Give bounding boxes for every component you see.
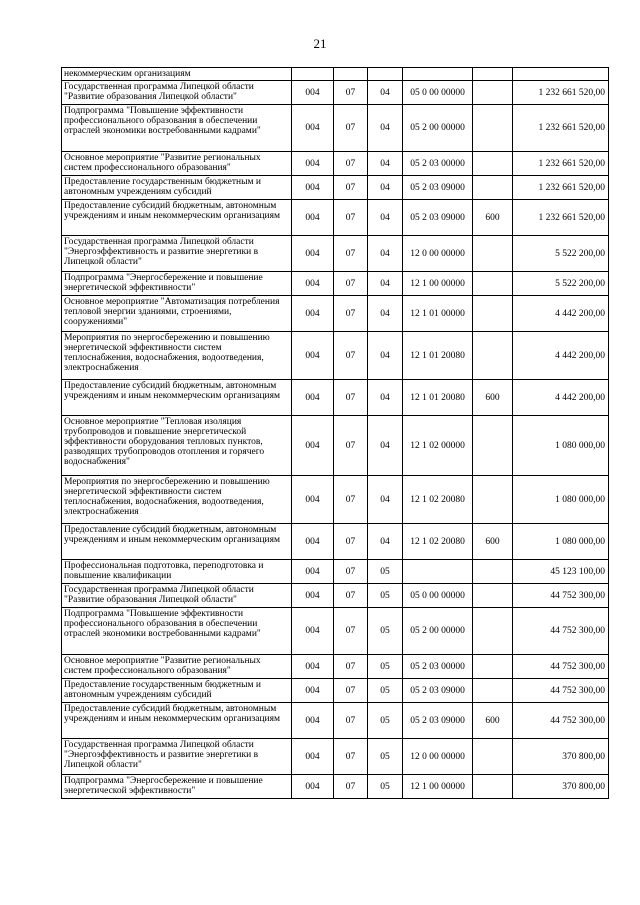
cell-subsection-code: 05	[368, 703, 403, 739]
cell-amount: 5 522 200,00	[513, 236, 609, 272]
cell-target-article: 12 1 02 20080	[403, 476, 473, 524]
cell-amount: 44 752 300,00	[513, 608, 609, 655]
table-row	[62, 332, 609, 380]
cell-expense-type	[473, 584, 513, 608]
cell-amount: 44 752 300,00	[513, 703, 609, 739]
cell-ved-code: 004	[292, 679, 334, 703]
cell-expense-type	[473, 775, 513, 799]
cell-ved-code: 004	[292, 703, 334, 739]
cell-amount: 1 080 000,00	[513, 416, 609, 476]
cell-ved-code: 004	[292, 272, 334, 296]
cell-ved-code: 004	[292, 476, 334, 524]
cell-subsection-code: 04	[368, 296, 403, 332]
table-row	[62, 272, 609, 296]
cell-subsection-code: 04	[368, 476, 403, 524]
cell-name: Основное мероприятие "Тепловая изоляция трубопроводов и повышение энергетической эффективности оборудования тепловых пунктов, разводящих трубопроводов отопления и горячего водоснабжения"	[62, 416, 292, 476]
cell-amount: 4 442 200,00	[513, 332, 609, 380]
cell-target-article: 05 2 03 09000	[403, 703, 473, 739]
cell-name: Мероприятия по энергосбережению и повышению энергетической эффективности систем теплоснабжения, водоснабжения, водоотведения, электроснабжения	[62, 332, 292, 380]
cell-subsection-code: 04	[368, 236, 403, 272]
cell-amount: 1 232 661 520,00	[513, 81, 609, 105]
cell-name: Мероприятия по энергосбережению и повышению энергетической эффективности систем теплоснабжения, водоснабжения, водоотведения, электроснабжения	[62, 476, 292, 524]
cell-expense-type	[473, 68, 513, 81]
cell-ved-code: 004	[292, 524, 334, 560]
cell-ved-code: 004	[292, 152, 334, 176]
cell-ved-code: 004	[292, 380, 334, 416]
cell-name: Подпрограмма "Повышение эффективности профессионального образования в обеспечении отраслей экономики востребованными кадрами"	[62, 105, 292, 152]
cell-amount: 370 800,00	[513, 739, 609, 775]
cell-ved-code: 004	[292, 416, 334, 476]
cell-ved-code	[292, 68, 334, 81]
cell-ved-code: 004	[292, 775, 334, 799]
cell-subsection-code: 05	[368, 560, 403, 584]
cell-amount: 1 232 661 520,00	[513, 200, 609, 236]
cell-section-code: 07	[334, 236, 368, 272]
cell-subsection-code: 04	[368, 332, 403, 380]
cell-expense-type	[473, 81, 513, 105]
cell-name: Подпрограмма "Повышение эффективности профессионального образования в обеспечении отраслей экономики востребованными кадрами"	[62, 608, 292, 655]
cell-target-article: 05 2 03 09000	[403, 176, 473, 200]
cell-section-code: 07	[334, 655, 368, 679]
cell-section-code: 07	[334, 332, 368, 380]
cell-section-code: 07	[334, 296, 368, 332]
cell-subsection-code: 04	[368, 152, 403, 176]
cell-target-article	[403, 68, 473, 81]
cell-expense-type	[473, 655, 513, 679]
cell-amount: 370 800,00	[513, 775, 609, 799]
table-row	[62, 176, 609, 200]
cell-target-article: 05 0 00 00000	[403, 81, 473, 105]
cell-subsection-code	[368, 68, 403, 81]
cell-section-code: 07	[334, 272, 368, 296]
table-row	[62, 608, 609, 655]
cell-target-article: 12 1 00 00000	[403, 272, 473, 296]
cell-target-article: 05 2 03 09000	[403, 679, 473, 703]
cell-target-article: 12 0 00 00000	[403, 739, 473, 775]
cell-section-code: 07	[334, 739, 368, 775]
cell-expense-type	[473, 679, 513, 703]
cell-expense-type	[473, 739, 513, 775]
cell-subsection-code: 04	[368, 200, 403, 236]
cell-section-code: 07	[334, 476, 368, 524]
cell-target-article: 12 0 00 00000	[403, 236, 473, 272]
cell-amount: 1 080 000,00	[513, 476, 609, 524]
table-row	[62, 152, 609, 176]
cell-expense-type: 600	[473, 524, 513, 560]
table-row	[62, 679, 609, 703]
table-row	[62, 476, 609, 524]
cell-name: Государственная программа Липецкой области "Развитие образования Липецкой области"	[62, 81, 292, 105]
table-row	[62, 703, 609, 739]
cell-section-code: 07	[334, 703, 368, 739]
cell-subsection-code: 04	[368, 105, 403, 152]
cell-name: Подпрограмма "Энергосбережение и повышение энергетической эффективности"	[62, 775, 292, 799]
cell-expense-type: 600	[473, 703, 513, 739]
cell-expense-type	[473, 105, 513, 152]
cell-ved-code: 004	[292, 81, 334, 105]
cell-section-code: 07	[334, 380, 368, 416]
cell-target-article: 05 2 03 00000	[403, 655, 473, 679]
cell-amount: 44 752 300,00	[513, 655, 609, 679]
cell-subsection-code: 05	[368, 608, 403, 655]
cell-amount: 1 232 661 520,00	[513, 152, 609, 176]
table-row	[62, 655, 609, 679]
cell-section-code: 07	[334, 200, 368, 236]
table-row	[62, 560, 609, 584]
cell-target-article: 12 1 00 00000	[403, 775, 473, 799]
cell-section-code: 07	[334, 176, 368, 200]
table-row	[62, 236, 609, 272]
page-number: 21	[313, 36, 327, 51]
cell-target-article: 05 0 00 00000	[403, 584, 473, 608]
budget-table	[61, 67, 609, 799]
cell-amount: 44 752 300,00	[513, 679, 609, 703]
cell-name: Подпрограмма "Энергосбережение и повышение энергетической эффективности"	[62, 272, 292, 296]
cell-ved-code: 004	[292, 584, 334, 608]
table-row	[62, 584, 609, 608]
cell-target-article: 05 2 00 00000	[403, 608, 473, 655]
cell-name: Предоставление государственным бюджетным и автономным учреждениям субсидий	[62, 176, 292, 200]
cell-section-code: 07	[334, 679, 368, 703]
cell-section-code: 07	[334, 524, 368, 560]
cell-expense-type	[473, 176, 513, 200]
cell-amount: 5 522 200,00	[513, 272, 609, 296]
cell-amount: 4 442 200,00	[513, 296, 609, 332]
cell-expense-type	[473, 608, 513, 655]
cell-amount	[513, 68, 609, 81]
cell-amount: 1 232 661 520,00	[513, 105, 609, 152]
cell-target-article: 12 1 02 00000	[403, 416, 473, 476]
table-row	[62, 296, 609, 332]
cell-section-code: 07	[334, 584, 368, 608]
cell-subsection-code: 05	[368, 739, 403, 775]
cell-expense-type	[473, 296, 513, 332]
cell-subsection-code: 04	[368, 272, 403, 296]
cell-target-article: 05 2 03 09000	[403, 200, 473, 236]
table-row	[62, 380, 609, 416]
table-row	[62, 81, 609, 105]
cell-name: Предоставление государственным бюджетным и автономным учреждениям субсидий	[62, 679, 292, 703]
cell-expense-type	[473, 236, 513, 272]
cell-ved-code: 004	[292, 560, 334, 584]
cell-name: Основное мероприятие "Развитие региональных систем профессионального образования"	[62, 655, 292, 679]
cell-expense-type: 600	[473, 200, 513, 236]
cell-amount: 1 080 000,00	[513, 524, 609, 560]
cell-target-article: 12 1 02 20080	[403, 524, 473, 560]
cell-name: Профессиональная подготовка, переподготовка и повышение квалификации	[62, 560, 292, 584]
cell-expense-type: 600	[473, 380, 513, 416]
cell-subsection-code: 05	[368, 584, 403, 608]
table-row	[62, 739, 609, 775]
cell-section-code: 07	[334, 416, 368, 476]
cell-subsection-code: 04	[368, 524, 403, 560]
cell-target-article: 12 1 01 00000	[403, 296, 473, 332]
cell-name: Предоставление субсидий бюджетным, автономным учреждениям и иным некоммерческим организациям	[62, 524, 292, 560]
cell-subsection-code: 04	[368, 416, 403, 476]
cell-expense-type	[473, 152, 513, 176]
cell-target-article: 05 2 03 00000	[403, 152, 473, 176]
cell-subsection-code: 04	[368, 81, 403, 105]
cell-target-article: 05 2 00 00000	[403, 105, 473, 152]
cell-name: Предоставление субсидий бюджетным, автономным учреждениям и иным некоммерческим организациям	[62, 703, 292, 739]
cell-expense-type	[473, 332, 513, 380]
table-row	[62, 775, 609, 799]
cell-subsection-code: 05	[368, 655, 403, 679]
cell-name: Основное мероприятие "Автоматизация потребления тепловой энергии зданиями, строениями, сооружениями"	[62, 296, 292, 332]
table-row	[62, 105, 609, 152]
cell-ved-code: 004	[292, 296, 334, 332]
cell-section-code: 07	[334, 152, 368, 176]
cell-expense-type	[473, 416, 513, 476]
cell-subsection-code: 05	[368, 679, 403, 703]
cell-section-code: 07	[334, 608, 368, 655]
cell-target-article: 12 1 01 20080	[403, 380, 473, 416]
cell-section-code: 07	[334, 105, 368, 152]
cell-section-code	[334, 68, 368, 81]
cell-ved-code: 004	[292, 608, 334, 655]
cell-name: Основное мероприятие "Развитие региональных систем профессионального образования"	[62, 152, 292, 176]
cell-expense-type	[473, 272, 513, 296]
cell-ved-code: 004	[292, 655, 334, 679]
cell-name: Государственная программа Липецкой области "Энергоэффективность и развитие энергетики в Липецкой области"	[62, 236, 292, 272]
cell-subsection-code: 04	[368, 380, 403, 416]
cell-target-article: 12 1 01 20080	[403, 332, 473, 380]
cell-name: Предоставление субсидий бюджетным, автономным учреждениям и иным некоммерческим организациям	[62, 380, 292, 416]
table-row	[62, 524, 609, 560]
cell-ved-code: 004	[292, 176, 334, 200]
cell-ved-code: 004	[292, 332, 334, 380]
cell-amount: 4 442 200,00	[513, 380, 609, 416]
cell-ved-code: 004	[292, 200, 334, 236]
cell-name: Предоставление субсидий бюджетным, автономным учреждениям и иным некоммерческим организациям	[62, 200, 292, 236]
cell-subsection-code: 05	[368, 775, 403, 799]
cell-section-code: 07	[334, 775, 368, 799]
cell-amount: 45 123 100,00	[513, 560, 609, 584]
cell-amount: 44 752 300,00	[513, 584, 609, 608]
cell-ved-code: 004	[292, 105, 334, 152]
table-row	[62, 200, 609, 236]
cell-ved-code: 004	[292, 236, 334, 272]
cell-section-code: 07	[334, 81, 368, 105]
cell-expense-type	[473, 476, 513, 524]
cell-target-article	[403, 560, 473, 584]
cell-expense-type	[473, 560, 513, 584]
cell-name: Государственная программа Липецкой области "Развитие образования Липецкой области"	[62, 584, 292, 608]
cell-name: Государственная программа Липецкой области "Энергоэффективность и развитие энергетики в Липецкой области"	[62, 739, 292, 775]
cell-name: некоммерческим организациям	[62, 68, 292, 81]
table-row	[62, 416, 609, 476]
cell-ved-code: 004	[292, 739, 334, 775]
cell-subsection-code: 04	[368, 176, 403, 200]
table-row	[62, 68, 609, 81]
cell-amount: 1 232 661 520,00	[513, 176, 609, 200]
cell-section-code: 07	[334, 560, 368, 584]
